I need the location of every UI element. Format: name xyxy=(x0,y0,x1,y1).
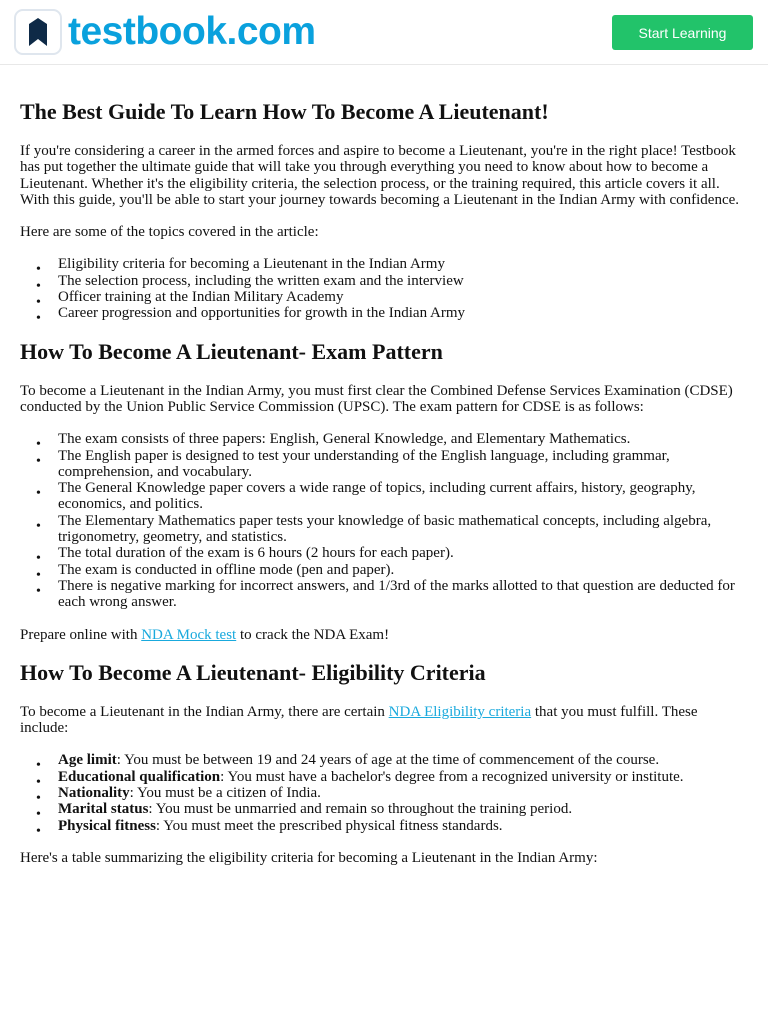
criterion-desc: : You must be unmarried and remain so throughout the training period. xyxy=(148,801,573,818)
exam-pattern-heading: How To Become A Lieutenant- Exam Pattern xyxy=(20,338,443,364)
testbook-logo-icon xyxy=(14,9,62,55)
table-intro: Here's a table summarizing the eligibility criteria for becoming a Lieutenant in the Indian Army: xyxy=(20,849,598,866)
nda-mock-test-link[interactable]: NDA Mock test xyxy=(141,626,237,643)
criterion-term: Nationality xyxy=(58,785,130,802)
list-item: • The total duration of the exam is 6 hours (2 hours for each paper). xyxy=(20,545,742,561)
list-item: • Officer training at the Indian Military Academy xyxy=(20,289,742,305)
topics-intro: Here are some of the topics covered in the article: xyxy=(20,224,319,241)
list-item xyxy=(20,752,742,768)
exam-points-list xyxy=(20,431,742,610)
article xyxy=(20,98,742,882)
criterion-desc: : You must be a citizen of India. xyxy=(129,785,321,802)
exam-intro: To become a Lieutenant in the Indian Army, you must first clear the Combined Defense Services Examination (CDSE) conducted by the Union Public Service Commission (UPSC). The exam pattern for CDSE is as follows: xyxy=(20,382,733,415)
prepare-text-after: to crack the NDA Exam! xyxy=(236,626,390,643)
criterion-term: Marital status xyxy=(58,801,149,818)
eligibility-text-before: To become a Lieutenant in the Indian Army, there are certain xyxy=(20,703,389,720)
nda-eligibility-link[interactable]: NDA Eligibility criteria xyxy=(388,703,532,720)
eligibility-list xyxy=(20,752,742,833)
criterion-desc: : You must meet the prescribed physical fitness standards. xyxy=(155,817,503,834)
list-item: • The General Knowledge paper covers a wide range of topics, including current affairs, history, geography, economics, and politics. xyxy=(20,480,742,513)
topics-list xyxy=(20,256,742,321)
list-item: • The selection process, including the written exam and the interview xyxy=(20,273,742,289)
eligibility-text-after: that you must fulfill. These include: xyxy=(20,703,698,737)
testbook-logo[interactable] xyxy=(14,9,316,55)
list-item xyxy=(20,818,742,834)
criterion-desc: : You must be between 19 and 24 years of age at the time of commencement of the course. xyxy=(116,752,660,769)
criterion-term: Physical fitness xyxy=(58,817,156,834)
site-header xyxy=(0,0,768,65)
list-item xyxy=(20,785,742,801)
list-item: • Eligibility criteria for becoming a Lieutenant in the Indian Army xyxy=(20,256,742,272)
criterion-term: Age limit xyxy=(58,752,117,769)
list-item: • The Elementary Mathematics paper tests your knowledge of basic mathematical concepts, including algebra, trigonometry, geometry, and statistics. xyxy=(20,513,742,546)
logo-text: testbook.com xyxy=(68,10,316,53)
criterion-term: Educational qualification xyxy=(58,768,221,785)
list-item xyxy=(20,769,742,785)
page-title: The Best Guide To Learn How To Become A Lieutenant! xyxy=(20,99,549,124)
criterion-desc: : You must have a bachelor's degree from a recognized university or institute. xyxy=(220,768,684,785)
list-item: • The exam consists of three papers: English, General Knowledge, and Elementary Mathematics. xyxy=(20,431,742,447)
list-item: • The English paper is designed to test your understanding of the English language, including grammar, comprehension, and vocabulary. xyxy=(20,448,742,481)
prepare-text-before: Prepare online with xyxy=(20,626,142,643)
list-item: • Career progression and opportunities for growth in the Indian Army xyxy=(20,305,742,321)
prepare-paragraph xyxy=(20,627,742,643)
eligibility-intro xyxy=(20,704,742,737)
start-learning-button[interactable]: Start Learning xyxy=(612,15,753,50)
list-item xyxy=(20,801,742,817)
list-item: • The exam is conducted in offline mode (pen and paper). xyxy=(20,562,742,578)
intro-paragraph: If you're considering a career in the armed forces and aspire to become a Lieutenant, you're in the right place! Testbook has put together the ultimate guide that will take you through everything you need to know about how to become a Lieutenant. Whether it's the eligibility criteria, the selection process, or the training required, this article covers it all. With this guide, you'll be able to start your journey towards becoming a Lieutenant in the Indian Army with confidence. xyxy=(20,143,740,208)
eligibility-heading: How To Become A Lieutenant- Eligibility Criteria xyxy=(20,659,486,685)
list-item: • There is negative marking for incorrect answers, and 1/3rd of the marks allotted to that question are deducted for each wrong answer. xyxy=(20,578,742,611)
